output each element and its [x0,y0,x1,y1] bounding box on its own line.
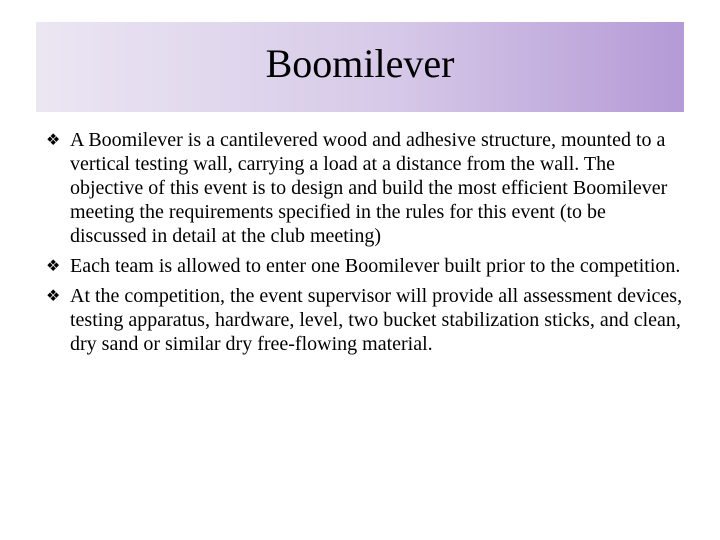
bullet-text: Each team is allowed to enter one Boomilever built prior to the competition. [70,255,681,277]
title-bar [36,22,684,112]
slide-title: Boomilever [265,40,455,86]
bullet-item [46,284,686,356]
diamond-bullet-icon: ❖ [46,130,61,149]
bullet-text: A Boomilever is a cantilevered wood and adhesive structure, mounted to a vertical testing wall, carrying a load at a distance from the wall. The objective of this event is to design and build the most efficient Boomilever meeting the requirements specified in the rules for this event (to be discussed in detail at the club meeting) [70,129,668,247]
bullet-item [46,128,686,248]
bullet-text: At the competition, the event supervisor will provide all assessment devices, testing apparatus, hardware, level, two bucket stabilization sticks, and clean, dry sand or similar dry free-flowing material. [70,285,683,355]
diamond-bullet-icon: ❖ [46,256,61,275]
bullet-list [46,128,686,362]
bullet-item [46,254,686,278]
diamond-bullet-icon: ❖ [46,286,61,305]
